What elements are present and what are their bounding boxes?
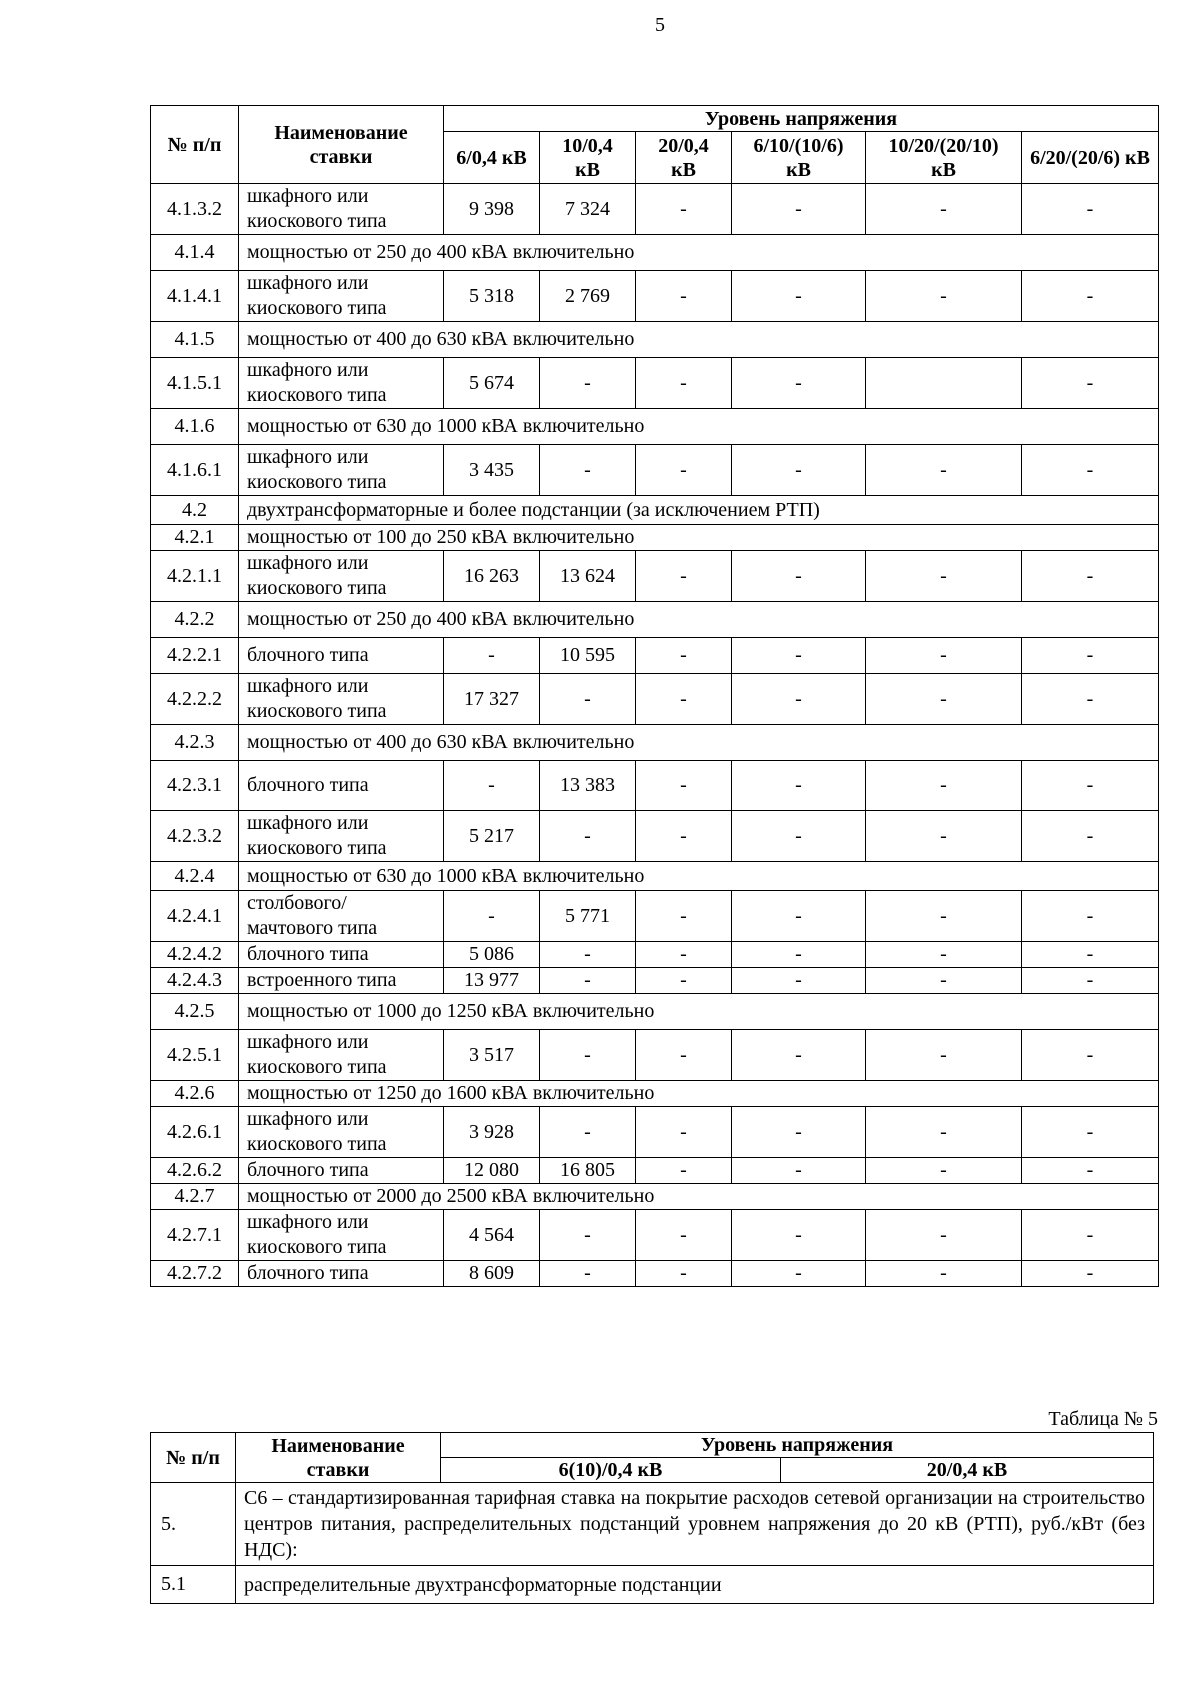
header-voltage: Уровень напряжения bbox=[444, 106, 1159, 132]
rate-value: 5 318 bbox=[444, 271, 540, 322]
rate-value: 5 217 bbox=[444, 811, 540, 862]
rate-value: - bbox=[1022, 891, 1159, 942]
rate-value: - bbox=[444, 638, 540, 674]
rate-value: - bbox=[866, 638, 1022, 674]
section-row bbox=[151, 725, 1159, 761]
rate-name: блочного типа bbox=[239, 942, 444, 968]
rate-value: 2 769 bbox=[540, 271, 636, 322]
rate-value bbox=[866, 358, 1022, 409]
rate-value: - bbox=[732, 811, 866, 862]
rate-value: - bbox=[732, 551, 866, 602]
rate-value: - bbox=[1022, 551, 1159, 602]
rate-value: - bbox=[1022, 358, 1159, 409]
row-number: 4.1.6.1 bbox=[151, 445, 239, 496]
rate-value: 5 674 bbox=[444, 358, 540, 409]
t5-header-col-6-10-04: 6(10)/0,4 кВ bbox=[441, 1458, 781, 1483]
rate-value: - bbox=[1022, 1261, 1159, 1287]
rate-name: шкафного или киоскового типа bbox=[239, 811, 444, 862]
row-number: 4.2.4.3 bbox=[151, 968, 239, 994]
header-col-6-10: 6/10/(10/6) кВ bbox=[732, 132, 866, 184]
rate-value: - bbox=[732, 1107, 866, 1158]
rate-value: - bbox=[636, 1030, 732, 1081]
rate-value: 12 080 bbox=[444, 1158, 540, 1184]
rate-value: 5 771 bbox=[540, 891, 636, 942]
rate-value: - bbox=[636, 184, 732, 235]
rate-value: 13 624 bbox=[540, 551, 636, 602]
row-number: 4.2.6 bbox=[151, 1081, 239, 1107]
rate-value: 16 805 bbox=[540, 1158, 636, 1184]
rate-name: шкафного или киоскового типа bbox=[239, 1210, 444, 1261]
rate-value: - bbox=[636, 638, 732, 674]
row-number: 4.1.5.1 bbox=[151, 358, 239, 409]
section-row bbox=[151, 525, 1159, 551]
rate-value: 9 398 bbox=[444, 184, 540, 235]
rate-value: - bbox=[540, 1261, 636, 1287]
rate-value: - bbox=[636, 811, 732, 862]
rate-value: - bbox=[866, 184, 1022, 235]
rate-value: - bbox=[1022, 942, 1159, 968]
rate-value: - bbox=[1022, 1158, 1159, 1184]
rate-value: - bbox=[540, 358, 636, 409]
row-number: 4.2.3.2 bbox=[151, 811, 239, 862]
table-row bbox=[151, 811, 1159, 862]
rate-value: - bbox=[540, 445, 636, 496]
row-number: 4.2.6.1 bbox=[151, 1107, 239, 1158]
section-title: мощностью от 1250 до 1600 кВА включительно bbox=[239, 1081, 1159, 1107]
rate-name: встроенного типа bbox=[239, 968, 444, 994]
table-row bbox=[151, 1566, 1154, 1604]
row-number: 4.2.7.2 bbox=[151, 1261, 239, 1287]
rate-name: шкафного или киоскового типа bbox=[239, 445, 444, 496]
table-row bbox=[151, 674, 1159, 725]
rate-value: - bbox=[866, 674, 1022, 725]
section-title: мощностью от 250 до 400 кВА включительно bbox=[239, 235, 1159, 271]
table-row bbox=[151, 1210, 1159, 1261]
rate-value: - bbox=[636, 1210, 732, 1261]
rate-value: - bbox=[866, 811, 1022, 862]
section-title: мощностью от 400 до 630 кВА включительно bbox=[239, 322, 1159, 358]
row-number: 4.1.3.2 bbox=[151, 184, 239, 235]
rate-value: - bbox=[1022, 1030, 1159, 1081]
rate-value: 16 263 bbox=[444, 551, 540, 602]
header-num: № п/п bbox=[151, 106, 239, 184]
section-title: мощностью от 630 до 1000 кВА включительно bbox=[239, 862, 1159, 891]
table-row bbox=[151, 761, 1159, 811]
table-row bbox=[151, 1030, 1159, 1081]
rate-name: шкафного или киоскового типа bbox=[239, 674, 444, 725]
rate-value: - bbox=[866, 968, 1022, 994]
rate-value: - bbox=[732, 358, 866, 409]
section-title: мощностью от 630 до 1000 кВА включительно bbox=[239, 409, 1159, 445]
rate-value: - bbox=[636, 891, 732, 942]
rate-value: - bbox=[866, 551, 1022, 602]
rate-value: - bbox=[1022, 968, 1159, 994]
row-number: 4.1.5 bbox=[151, 322, 239, 358]
rate-value: - bbox=[1022, 811, 1159, 862]
rate-value: - bbox=[866, 445, 1022, 496]
rate-value: - bbox=[732, 1210, 866, 1261]
table-row bbox=[151, 1261, 1159, 1287]
row-number: 4.2.2.2 bbox=[151, 674, 239, 725]
rate-value: - bbox=[866, 1210, 1022, 1261]
rate-value: - bbox=[866, 761, 1022, 811]
section-title: мощностью от 400 до 630 кВА включительно bbox=[239, 725, 1159, 761]
tariff-table-5 bbox=[150, 1432, 1154, 1604]
row-number: 4.1.4 bbox=[151, 235, 239, 271]
row-number: 4.2 bbox=[151, 496, 239, 525]
rate-value: - bbox=[732, 942, 866, 968]
row-number: 4.2.5 bbox=[151, 994, 239, 1030]
rate-value: - bbox=[732, 1158, 866, 1184]
section-title: мощностью от 2000 до 2500 кВА включительно bbox=[239, 1184, 1159, 1210]
rate-value: - bbox=[444, 761, 540, 811]
rate-value: 4 564 bbox=[444, 1210, 540, 1261]
rate-value: - bbox=[1022, 638, 1159, 674]
rate-value: - bbox=[636, 942, 732, 968]
rate-value: 7 324 bbox=[540, 184, 636, 235]
rate-value: - bbox=[866, 1261, 1022, 1287]
row-number: 4.2.1.1 bbox=[151, 551, 239, 602]
rate-name: блочного типа bbox=[239, 1261, 444, 1287]
rate-name: столбового/ мачтового типа bbox=[239, 891, 444, 942]
row-number: 4.1.6 bbox=[151, 409, 239, 445]
rate-value: 13 977 bbox=[444, 968, 540, 994]
rate-value: 3 517 bbox=[444, 1030, 540, 1081]
rate-value: - bbox=[540, 674, 636, 725]
rate-value: - bbox=[1022, 271, 1159, 322]
rate-value: - bbox=[1022, 1107, 1159, 1158]
t5-header-num: № п/п bbox=[151, 1433, 236, 1483]
rate-value: - bbox=[866, 1030, 1022, 1081]
table-row bbox=[151, 184, 1159, 235]
rate-value: - bbox=[444, 891, 540, 942]
row-number: 4.2.4.1 bbox=[151, 891, 239, 942]
rate-value: 3 435 bbox=[444, 445, 540, 496]
section-row bbox=[151, 994, 1159, 1030]
row-description: С6 – стандартизированная тарифная ставка на покрытие расходов сетевой организации на строительство центров питания, распределительных подстанций уровнем напряжения до 20 кВ (РТП), руб./кВт (без НДС): bbox=[236, 1483, 1154, 1566]
t5-header-name: Наименование ставки bbox=[236, 1433, 441, 1483]
tariff-table-4 bbox=[150, 105, 1159, 1287]
section-title: мощностью от 1000 до 1250 кВА включительно bbox=[239, 994, 1159, 1030]
table-row bbox=[151, 891, 1159, 942]
rate-name: блочного типа bbox=[239, 761, 444, 811]
row-number: 4.2.1 bbox=[151, 525, 239, 551]
row-number: 5. bbox=[151, 1483, 236, 1566]
rate-value: - bbox=[636, 445, 732, 496]
row-number: 4.2.7 bbox=[151, 1184, 239, 1210]
rate-value: - bbox=[636, 1158, 732, 1184]
rate-value: - bbox=[540, 1030, 636, 1081]
row-description: распределительные двухтрансформаторные подстанции bbox=[236, 1566, 1154, 1604]
table-row bbox=[151, 638, 1159, 674]
rate-value: - bbox=[1022, 1210, 1159, 1261]
table-row bbox=[151, 551, 1159, 602]
rate-value: - bbox=[540, 811, 636, 862]
section-title: мощностью от 100 до 250 кВА включительно bbox=[239, 525, 1159, 551]
row-number: 4.2.4 bbox=[151, 862, 239, 891]
section-row bbox=[151, 496, 1159, 525]
row-number: 4.2.3 bbox=[151, 725, 239, 761]
row-number: 4.2.6.2 bbox=[151, 1158, 239, 1184]
rate-value: - bbox=[732, 184, 866, 235]
rate-value: - bbox=[636, 761, 732, 811]
rate-value: - bbox=[732, 674, 866, 725]
rate-value: 3 928 bbox=[444, 1107, 540, 1158]
rate-value: - bbox=[636, 1107, 732, 1158]
section-title: двухтрансформаторные и более подстанции (за исключением РТП) bbox=[239, 496, 1159, 525]
rate-value: - bbox=[732, 271, 866, 322]
rate-value: - bbox=[636, 1261, 732, 1287]
table-row bbox=[151, 1158, 1159, 1184]
rate-value: - bbox=[1022, 445, 1159, 496]
rate-name: шкафного или киоскового типа bbox=[239, 271, 444, 322]
rate-value: 8 609 bbox=[444, 1261, 540, 1287]
rate-value: - bbox=[732, 761, 866, 811]
row-number: 5.1 bbox=[151, 1566, 236, 1604]
rate-value: 10 595 bbox=[540, 638, 636, 674]
row-number: 4.2.2.1 bbox=[151, 638, 239, 674]
rate-value: - bbox=[1022, 761, 1159, 811]
table-row bbox=[151, 271, 1159, 322]
rate-name: блочного типа bbox=[239, 1158, 444, 1184]
t5-header-voltage: Уровень напряжения bbox=[441, 1433, 1154, 1458]
table-row bbox=[151, 445, 1159, 496]
rate-value: - bbox=[866, 271, 1022, 322]
section-row bbox=[151, 409, 1159, 445]
rate-value: - bbox=[866, 1158, 1022, 1184]
rate-name: шкафного или киоскового типа bbox=[239, 1107, 444, 1158]
rate-value: - bbox=[540, 1107, 636, 1158]
row-number: 4.2.4.2 bbox=[151, 942, 239, 968]
row-number: 4.1.4.1 bbox=[151, 271, 239, 322]
table-row bbox=[151, 358, 1159, 409]
section-row bbox=[151, 602, 1159, 638]
rate-value: - bbox=[866, 1107, 1022, 1158]
rate-name: шкафного или киоскового типа bbox=[239, 358, 444, 409]
rate-value: - bbox=[1022, 184, 1159, 235]
section-row bbox=[151, 862, 1159, 891]
t5-header-col-20-04: 20/0,4 кВ bbox=[781, 1458, 1154, 1483]
header-col-6-04: 6/0,4 кВ bbox=[444, 132, 540, 184]
rate-value: - bbox=[1022, 674, 1159, 725]
table-row bbox=[151, 1107, 1159, 1158]
page-number: 5 bbox=[655, 14, 665, 36]
rate-value: - bbox=[540, 968, 636, 994]
header-col-10-20: 10/20/(20/10) кВ bbox=[866, 132, 1022, 184]
rate-value: - bbox=[636, 358, 732, 409]
rate-value: - bbox=[636, 674, 732, 725]
rate-value: - bbox=[866, 942, 1022, 968]
rate-value: - bbox=[732, 968, 866, 994]
table-row bbox=[151, 968, 1159, 994]
header-col-6-20: 6/20/(20/6) кВ bbox=[1022, 132, 1159, 184]
rate-value: - bbox=[636, 551, 732, 602]
rate-name: блочного типа bbox=[239, 638, 444, 674]
rate-value: 17 327 bbox=[444, 674, 540, 725]
rate-value: - bbox=[636, 968, 732, 994]
rate-value: - bbox=[540, 942, 636, 968]
row-number: 4.2.5.1 bbox=[151, 1030, 239, 1081]
section-row bbox=[151, 1081, 1159, 1107]
rate-value: - bbox=[732, 638, 866, 674]
section-row bbox=[151, 322, 1159, 358]
rate-name: шкафного или киоскового типа bbox=[239, 551, 444, 602]
row-number: 4.2.7.1 bbox=[151, 1210, 239, 1261]
section-row bbox=[151, 235, 1159, 271]
rate-value: 5 086 bbox=[444, 942, 540, 968]
rate-value: - bbox=[732, 1261, 866, 1287]
section-title: мощностью от 250 до 400 кВА включительно bbox=[239, 602, 1159, 638]
table-5-caption: Таблица № 5 bbox=[1048, 1408, 1158, 1430]
header-name: Наименование ставки bbox=[239, 106, 444, 184]
rate-value: - bbox=[732, 1030, 866, 1081]
rate-value: - bbox=[732, 891, 866, 942]
table-row bbox=[151, 1483, 1154, 1566]
table-row bbox=[151, 942, 1159, 968]
section-row bbox=[151, 1184, 1159, 1210]
rate-value: 13 383 bbox=[540, 761, 636, 811]
rate-value: - bbox=[732, 445, 866, 496]
table4-body bbox=[151, 184, 1159, 1287]
rate-value: - bbox=[636, 271, 732, 322]
header-col-10-04: 10/0,4 кВ bbox=[540, 132, 636, 184]
rate-name: шкафного или киоскового типа bbox=[239, 184, 444, 235]
row-number: 4.2.3.1 bbox=[151, 761, 239, 811]
rate-value: - bbox=[866, 891, 1022, 942]
rate-value: - bbox=[540, 1210, 636, 1261]
row-number: 4.2.2 bbox=[151, 602, 239, 638]
header-col-20-04: 20/0,4 кВ bbox=[636, 132, 732, 184]
rate-name: шкафного или киоскового типа bbox=[239, 1030, 444, 1081]
